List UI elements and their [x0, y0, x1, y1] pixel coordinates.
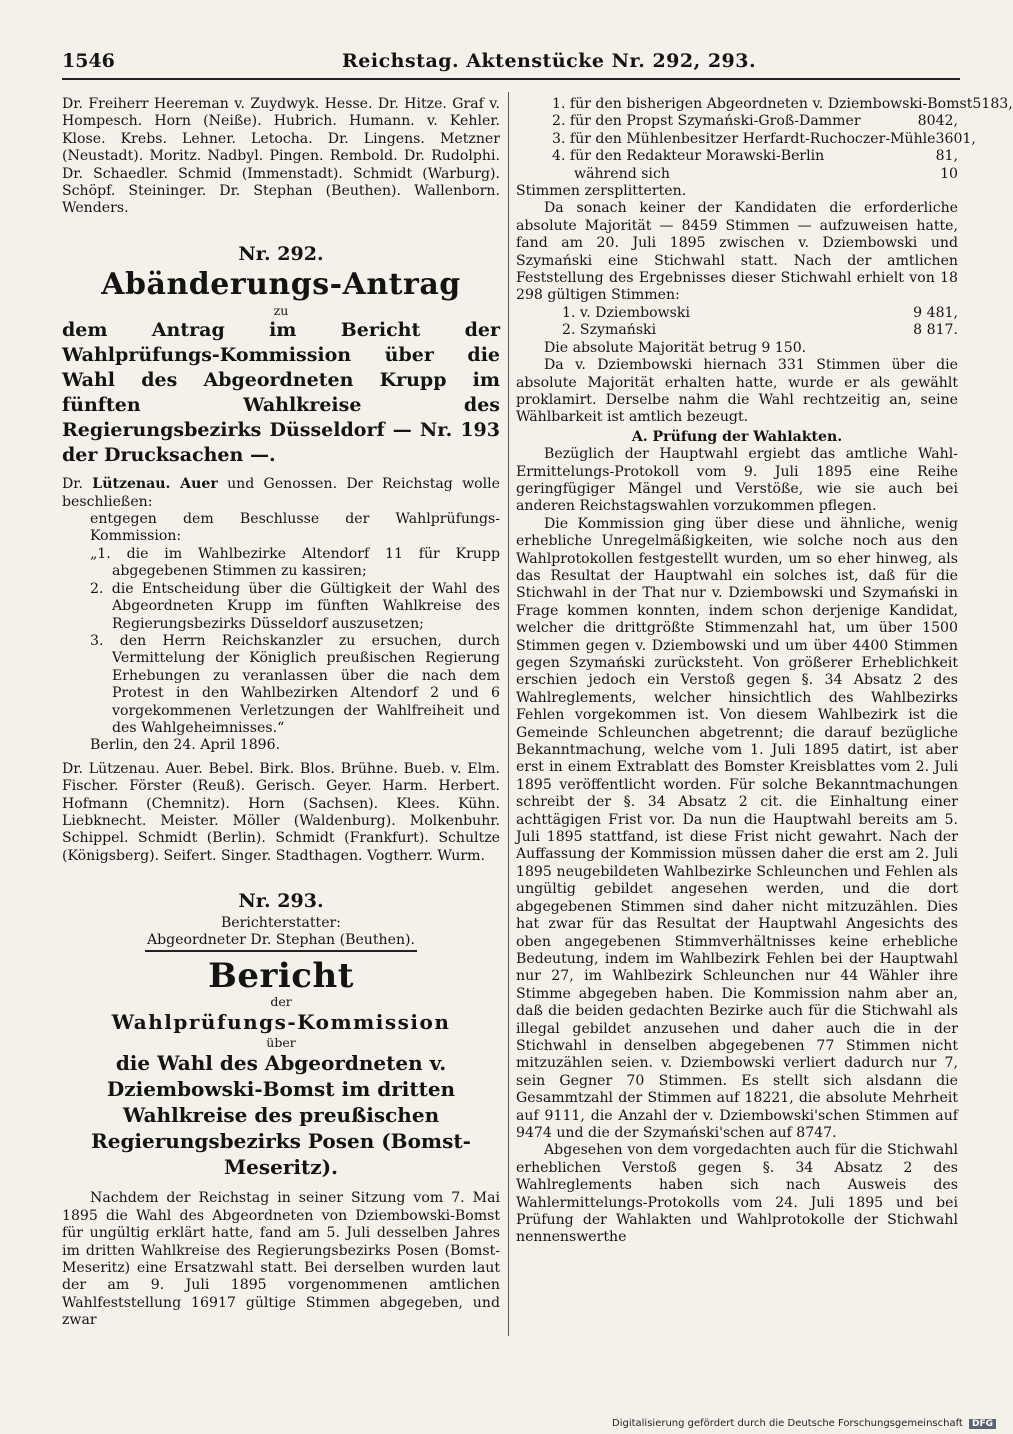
digitization-footer	[612, 1418, 996, 1429]
nr292-items	[90, 546, 500, 737]
majority-line: Die absolute Majorität betrug 9 150.	[544, 339, 807, 356]
vote-label: 1. für den bisherigen Abgeordneten v. Dziembowski-Bomst	[552, 96, 973, 112]
nr292-item-1: „1. die im Wahlbezirke Altendorf 11 für Krupp abgegebenen Stimmen zu kassiren;	[90, 545, 500, 580]
vote-row	[552, 148, 958, 165]
nr293-ueber: über	[266, 1035, 296, 1051]
column-divider	[508, 92, 509, 1336]
vote-value: 3601,	[935, 130, 976, 147]
vote-row	[552, 130, 976, 148]
vote-label: 4. für den Redakteur Morawski-Berlin	[552, 148, 825, 165]
nr292-motion	[62, 476, 500, 511]
nr293-commission: Wahlprüfungs-Kommission	[111, 1010, 451, 1035]
nr293-body: Nachdem der Reichstag in seiner Sitzung vom 7. Mai 1895 die Wahl des Abgeordneten von Dziembowski-Bomst für ungültig erklärt hatte, fand am 5. Juli desselben Jahres im dritten Wahlkreise des Regierungsbezirks Posen (Bomst-Meseritz) eine Ersatzwahl statt. Bei derselben wurden laut der am 9. Juli 1895 vorgenommenen amtlichen Wahlfeststellung 16917 gültige Stimmen abgegeben, und zwar	[62, 1190, 500, 1329]
motion-names: Lützenau. Auer	[92, 476, 218, 493]
vote-value: 8042,	[917, 113, 958, 130]
nr293-heading: Nr. 293.	[238, 890, 324, 913]
vote-value: 81,	[935, 148, 958, 165]
nr292-title: Abänderungs-Antrag	[101, 267, 461, 303]
paragraph-proclaimed: Da v. Dziembowski hiernach 331 Stimmen über die absolute Majorität erhalten hatte, wurde er als gewählt proklamirt. Derselbe nahm die Wahl rechtzeitig an, seine Wählbarkeit ist amtlich bezeugt.	[516, 357, 958, 426]
vote-label: 3. für den Mühlenbesitzer Herfardt-Ruchoczer-Mühle	[552, 130, 936, 147]
vote-list-runoff	[562, 305, 958, 340]
page-number: 1546	[62, 50, 115, 72]
scattered-votes: Stimmen zersplitterten.	[516, 183, 687, 200]
vote-value: 9 481,	[913, 304, 958, 321]
nr292-contrary: entgegen dem Beschlusse der Wahlprüfungs-Kommission:	[90, 511, 500, 545]
vote-label: während sich	[574, 165, 670, 182]
nr292-signatories: Dr. Lützenau. Auer. Bebel. Birk. Blos. Brühne. Bueb. v. Elm. Fischer. Förster (Reuß). Gerisch. Geyer. Harm. Herbert. Hofmann (Chemnitz). Horn (Sachsen). Klees. Kühn. Liebknecht. Meister. Möller (Waldenburg). Molkenbuhr. Schippel. Schmidt (Berlin). Schmidt (Frankfurt). Schultze (Königsberg). Seifert. Singer. Stadthagen. Vogtherr. Wurm.	[62, 760, 500, 864]
paragraph-main-vote: Bezüglich der Hauptwahl ergiebt das amtliche Wahl-Ermittelungs-Protokoll vom 9. Juli 1895 eine Reihe geringfügiger Mängel und Verstöße, wie sie auch bei anderen Reichstagswahlen vorzukommen pflegen.	[516, 446, 958, 515]
nr293-subject: die Wahl des Abgeordneten v. Dziembowski-Bomst im dritten Wahlkreise des preußischen Regierungsbezirks Posen (Bomst-Meseritz).	[91, 1051, 471, 1180]
motion-rest: und Genossen. Der Reichstag wolle beschließen:	[62, 476, 501, 510]
right-column	[516, 96, 1013, 1247]
nr293-reporter-label: Berichterstatter:	[220, 914, 342, 931]
section-a-heading: A. Prüfung der Wahlakten.	[631, 428, 843, 445]
nr293-reporter: Abgeordneter Dr. Stephan (Beuthen).	[145, 932, 417, 952]
nr292-item-2: 2. die Entscheidung über die Gültigkeit der Wahl des Abgeordneten Krupp im fünften Wahlkreise des Regierungsbezirks Düsseldorf auszusetzen;	[90, 580, 500, 632]
motion-prefix: Dr.	[62, 476, 83, 493]
footer-text: Digitalisierung gefördert durch die Deutsche Forschungsgemeinschaft	[612, 1418, 963, 1429]
paragraph-runoff: Da sonach keiner der Kandidaten die erforderliche absolute Majorität — 8459 Stimmen — aufzuweisen hatte, fand am 20. Juli 1895 zwischen v. Dziembowski und Szymański eine Stichwahl statt. Nach der amtlichen Feststellung des Ergebnisses dieser Stichwahl erhielt von 18 298 gültigen Stimmen:	[516, 200, 958, 304]
header-rule	[62, 78, 960, 80]
left-column	[62, 96, 500, 1330]
vote-row	[552, 113, 958, 130]
nr293-title: Bericht	[208, 956, 354, 997]
dfg-logo: DFG	[969, 1419, 996, 1429]
nr293-reporter-wrap	[62, 932, 500, 952]
vote-label: 1. v. Dziembowski	[562, 304, 690, 321]
page-header	[62, 50, 962, 80]
running-title: Reichstag. Aktenstücke Nr. 292, 293.	[342, 50, 757, 72]
paragraph-final: Abgesehen von dem vorgedachten auch für die Stichwahl erheblichen Verstoß gegen §. 34 Absatz 2 des Wahlreglements haben sich nach Ausweis des Wahlermittelungs-Protokolls vom 24. Juli 1895 und bei Prüfung der Wahlakten und Wahlprotokolle der Stichwahl nennenswerthe	[516, 1142, 958, 1246]
vote-value: 5183,	[972, 96, 1013, 112]
nr292-heading: Nr. 292.	[238, 242, 324, 265]
vote-value: 10	[940, 165, 958, 182]
vote-value: 8 817.	[913, 322, 958, 339]
nr292-place-date: Berlin, den 24. April 1896.	[90, 737, 281, 754]
vote-row	[562, 322, 958, 339]
nr292-subtitle: dem Antrag im Bericht der Wahlprüfungs-Kommission über die Wahl des Abgeordneten Krupp im fünften Wahlkreise des Regierungsbezirks Düsseldorf — Nr. 193 der Drucksachen —.	[62, 319, 500, 467]
nr292-zu: zu	[273, 303, 289, 319]
vote-row	[552, 166, 958, 183]
nr293-der: der	[270, 994, 292, 1010]
paragraph-commission: Die Kommission ging über diese und ähnliche, wenig erhebliche Unregelmäßigkeiten, wie solche noch aus den Wahlprotokollen festgestellt wurden, um so eher hinweg, als das Resultat der Hauptwahl ein solches ist, daß für die Stichwahl in der That nur v. Dziembowski und Szymański in Frage kommen konnten, indem schon derjenige Kandidat, welcher die drittgrößte Stimmenzahl hat, um über 1500 Stimmen gegen v. Dziembowski und um über 4400 Stimmen gegen Szymański zurücksteht. Von größerer Erheblichkeit erschien jedoch ein Verstoß gegen §. 34 Absatz 2 des Wahlreglements, welcher hinsichtlich des Wahlbezirks Fehlen vorgekommen ist. Von diesem Wahlbezirk ist die Gemeinde Schleunchen abgetrennt; die darauf bezügliche Bekanntmachung, welche vom 1. Juli 1895 datirt, ist aber erst in einem Extrablatt des Bomster Kreisblattes vom 2. Juli 1895 veröffentlicht worden. Für solche Bekanntmachungen schreibt der §. 34 Absatz 2 cit. die Einhaltung einer achttägigen Frist vor. Da nun die Hauptwahl bereits am 5. Juli 1895 stattfand, ist diese Frist nicht gewahrt. Nach der Auffassung der Kommission müssen daher die erst am 2. Juli 1895 neugebildeten Wahlbezirke Schleunchen und Fehlen als ungültig gebildet angesehen werden, und die dort abgegebenen Stimmen sind daher nicht mitzuzählen. Dies hat zwar für das Resultat der Hauptwahl Angesichts des oben angegebenen Stimmverhältnisses keine erhebliche Bedeutung, indem im Wahlbezirk Fehlen bei der Hauptwahl nur 27, im Wahlbezirk Schleunchen nur 44 Wähler ihre Stimme abgegeben haben. Die Kommission nahm aber an, daß die beiden gedachten Bezirke auch für die Stichwahl als illegal gebildet anzusehen und daher auch die in der Stichwahl in denselben abgegebenen 77 Stimmen nicht mitzuzählen seien. v. Dziembowski verliert dadurch nur 7, sein Gegner 70 Stimmen. Es stellt sich alsdann die Gesammtzahl der Stimmen auf 18221, die absolute Mehrheit auf 9111, die Anzahl der v. Dziembowski'schen Stimmen auf 9474 und die der Szymański'schen auf 8747.	[516, 515, 958, 1141]
intro-names: Dr. Freiherr Heereman v. Zuydwyk. Hesse. Dr. Hitze. Graf v. Hompesch. Horn (Neiße). Hubrich. Humann. v. Kehler. Klose. Krebs. Lehner. Letocha. Dr. Lingens. Metzner (Neustadt). Moritz. Nadbyl. Pingen. Rembold. Dr. Rudolphi. Dr. Schaedler. Schmid (Immenstadt). Schmidt (Warburg). Schöpf. Steininger. Dr. Stephan (Beuthen). Wallenborn. Wenders.	[62, 96, 500, 217]
vote-row	[562, 305, 958, 322]
vote-label: 2. Szymański	[562, 322, 657, 339]
vote-list-main	[552, 96, 1013, 183]
nr292-item-3: 3. den Herrn Reichskanzler zu ersuchen, durch Vermittelung der Königlich preußischen Regierung Erhebungen zu veranlassen über die nach dem Protest in den Wahlbezirken Altendorf 2 und 6 vorgekommenen Verletzungen der Wahlfreiheit und des Wahlgeheimnisses.“	[90, 632, 500, 736]
vote-row	[552, 96, 1013, 113]
vote-label: 2. für den Propst Szymański-Groß-Dammer	[552, 113, 861, 130]
